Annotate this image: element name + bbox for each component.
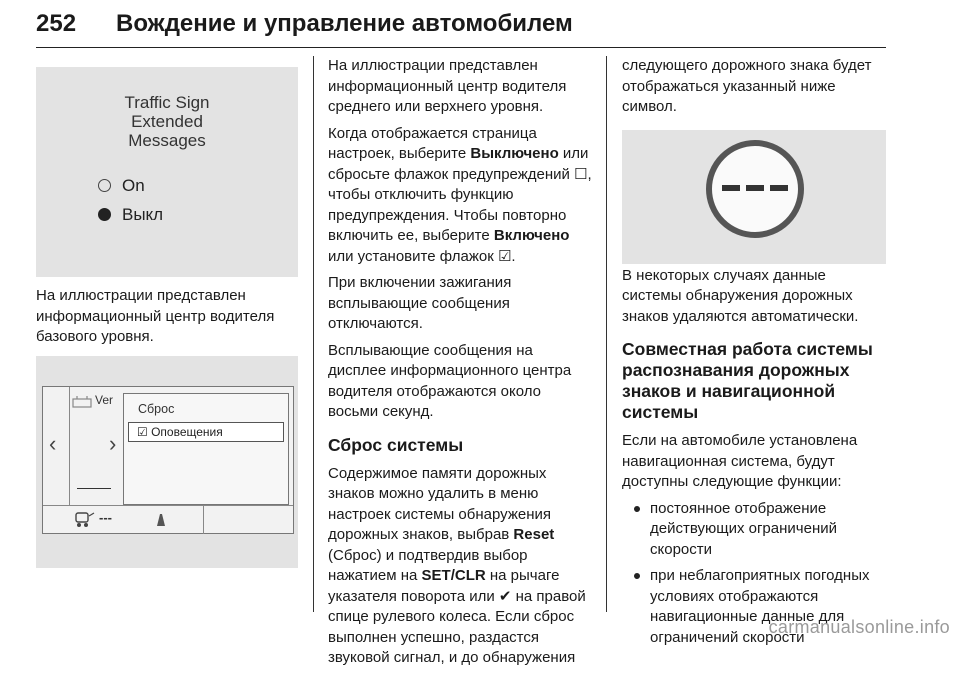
display-left-pane xyxy=(43,387,70,505)
column-divider xyxy=(313,56,314,612)
paragraph: следующего дорожного знака будет отображаться указанный ниже символ. xyxy=(622,57,872,115)
paragraph: Всплывающие сообщения на дисплее информационного центра водителя отображаются около восьми секунд. xyxy=(328,341,572,420)
figure-spacer xyxy=(622,124,886,266)
bullet-item: при неблагоприятных погодных условиях отображаются навигационные данные для ограничений скорости xyxy=(622,566,886,648)
header-rule xyxy=(36,47,886,48)
radio-empty-icon xyxy=(98,179,111,192)
watermark: carmanualsonline.info xyxy=(768,617,950,637)
arrow-left-icon: ‹ xyxy=(49,431,57,456)
column-1 xyxy=(36,286,298,354)
paragraph: На иллюстрации представлен информационный центр водителя среднего или верхнего уровня. xyxy=(328,57,567,115)
settings-menu xyxy=(123,393,289,505)
settings-icon xyxy=(71,395,93,409)
section-heading: Совместная работа системы распознавания дорожных знаков и навигационной системы xyxy=(622,339,873,422)
figure-basic-display xyxy=(36,67,298,277)
car-camera-icon xyxy=(73,510,95,530)
page-title: Вождение и управление автомобилем xyxy=(116,10,573,37)
status-dashes: --- xyxy=(99,510,112,525)
option-on-label: On xyxy=(122,176,145,195)
menu-item-reset: Сброс xyxy=(138,402,175,416)
menu-item-alerts: ☑ Оповещения xyxy=(128,422,284,442)
paragraph: На иллюстрации представлен информационный центр водителя базового уровня. xyxy=(36,287,275,345)
paragraph: Содержимое памяти дорожных знаков можно удалить в меню настроек системы обнаружения дорожных знаков, выбрав Reset (Сброс) и подтвердив выбор нажатием на SET/CLR на рычаге указателя поворота или ✔ на правой спице рулевого колеса. Если сброс выполнен успешно, раздастся звуковой сигнал, и до обнаружения xyxy=(328,464,586,666)
column-3 xyxy=(622,56,886,654)
column-2 xyxy=(328,56,594,675)
display-screen xyxy=(42,386,294,534)
status-divider xyxy=(203,506,204,534)
radio-filled-icon xyxy=(98,208,111,221)
figure-title xyxy=(36,93,298,150)
tab-label: Ver xyxy=(95,393,114,407)
display-status-bar xyxy=(43,505,293,534)
figure-mid-display xyxy=(36,356,298,568)
display-underline xyxy=(77,488,111,489)
paragraph: При включении зажигания всплывающие сообщения отключаются. xyxy=(328,274,512,332)
figure-title-line: Messages xyxy=(128,131,206,150)
option-off-label: Выкл xyxy=(122,205,164,224)
figure-title-line: Traffic Sign xyxy=(124,93,210,112)
bullet-item: постоянное отображение действующих ограничений скорости xyxy=(622,499,886,561)
paragraph: В некоторых случаях данные системы обнаружения дорожных знаков удаляются автоматически. xyxy=(622,266,859,325)
column-divider xyxy=(606,56,607,612)
lane-icon xyxy=(153,512,169,528)
paragraph: Когда отображается страница настроек, выберите Выключено или сбросьте флажок предупреждений ☐, чтобы отключить функцию предупреждения. Чтобы повторно включить ее, выберите Включено или установите флажок ☑. xyxy=(328,124,592,265)
arrow-right-icon: › xyxy=(109,431,117,456)
page-header xyxy=(36,8,886,48)
section-heading: Сброс системы xyxy=(328,434,464,455)
page-number: 252 xyxy=(36,10,77,37)
figure-title-line: Extended xyxy=(131,112,203,131)
paragraph: Если на автомобиле установлена навигационная система, будут доступны следующие функции: xyxy=(622,432,858,490)
